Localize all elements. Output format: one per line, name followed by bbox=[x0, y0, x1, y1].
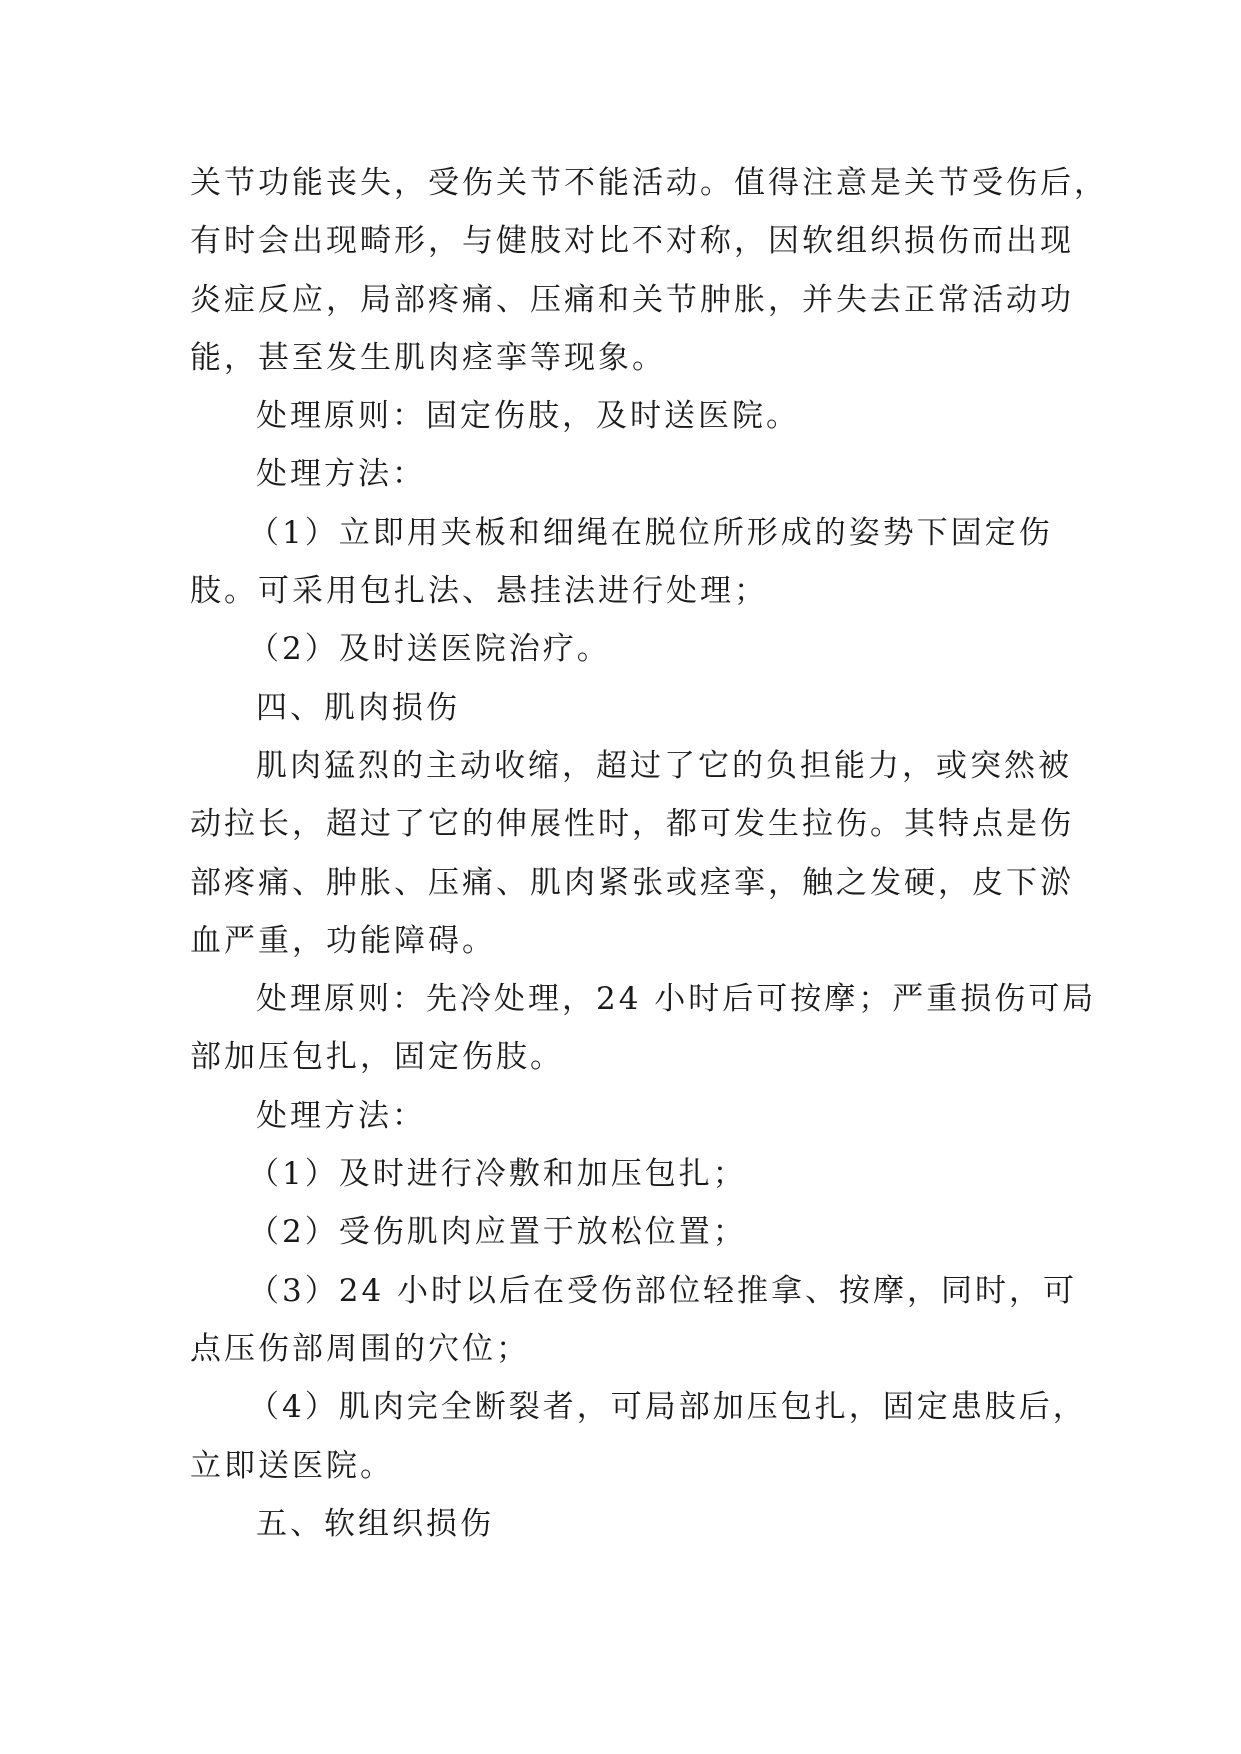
section-heading-4: 四、肌肉损伤 bbox=[256, 689, 460, 726]
method-item-d-end: 立即送医院。 bbox=[190, 1447, 394, 1484]
paragraph-line-4: 血严重，功能障碍。 bbox=[190, 922, 496, 959]
text-line-3: 炎症反应，局部疼痛、压痛和关节肿胀，并失去正常活动功 bbox=[190, 281, 1074, 318]
method-item-c-start: （3）24 小时以后在受伤部位轻推拿、按摩，同时，可 bbox=[248, 1272, 1078, 1309]
method-item-b: （2）受伤肌肉应置于放松位置； bbox=[248, 1214, 747, 1251]
text-line-1: 关节功能丧失，受伤关节不能活动。值得注意是关节受伤后， bbox=[190, 165, 1108, 201]
document-body bbox=[190, 154, 1108, 1553]
paragraph-line-3: 部疼痛、肿胀、压痛、肌肉紧张或痉挛，触之发硬，皮下淤 bbox=[190, 864, 1074, 901]
method-heading-1: 处理方法： bbox=[256, 456, 426, 493]
paragraph-line-1: 肌肉猛烈的主动收缩，超过了它的负担能力，或突然被 bbox=[256, 747, 1072, 784]
section-heading-5: 五、软组织损伤 bbox=[256, 1505, 494, 1542]
text-line-2: 有时会出现畸形，与健肢对比不对称，因软组织损伤而出现 bbox=[190, 223, 1074, 260]
method-heading-2: 处理方法： bbox=[256, 1097, 426, 1134]
method-item-1-end: 肢。可采用包扎法、悬挂法进行处理； bbox=[190, 573, 768, 610]
method-item-c-end: 点压伤部周围的穴位； bbox=[190, 1330, 530, 1367]
paragraph-line-2: 动拉长，超过了它的伸展性时，都可发生拉伤。其特点是伤 bbox=[190, 806, 1074, 843]
method-item-a: （1）及时进行冷敷和加压包扎； bbox=[248, 1156, 747, 1193]
method-item-d-start: （4）肌肉完全断裂者，可局部加压包扎，固定患肢后， bbox=[248, 1389, 1087, 1426]
method-item-1-start: （1）立即用夹板和细绳在脱位所形成的姿势下固定伤 bbox=[248, 514, 1053, 551]
text-line-4: 能，甚至发生肌肉痉挛等现象。 bbox=[190, 339, 666, 376]
principle-line-1: 处理原则：固定伤肢，及时送医院。 bbox=[256, 398, 800, 435]
method-item-2: （2）及时送医院治疗。 bbox=[248, 631, 611, 668]
principle-line-2-end: 部加压包扎，固定伤肢。 bbox=[190, 1039, 564, 1076]
principle-line-2-start: 处理原则：先冷处理，24 小时后可按摩；严重损伤可局 bbox=[256, 981, 1097, 1018]
